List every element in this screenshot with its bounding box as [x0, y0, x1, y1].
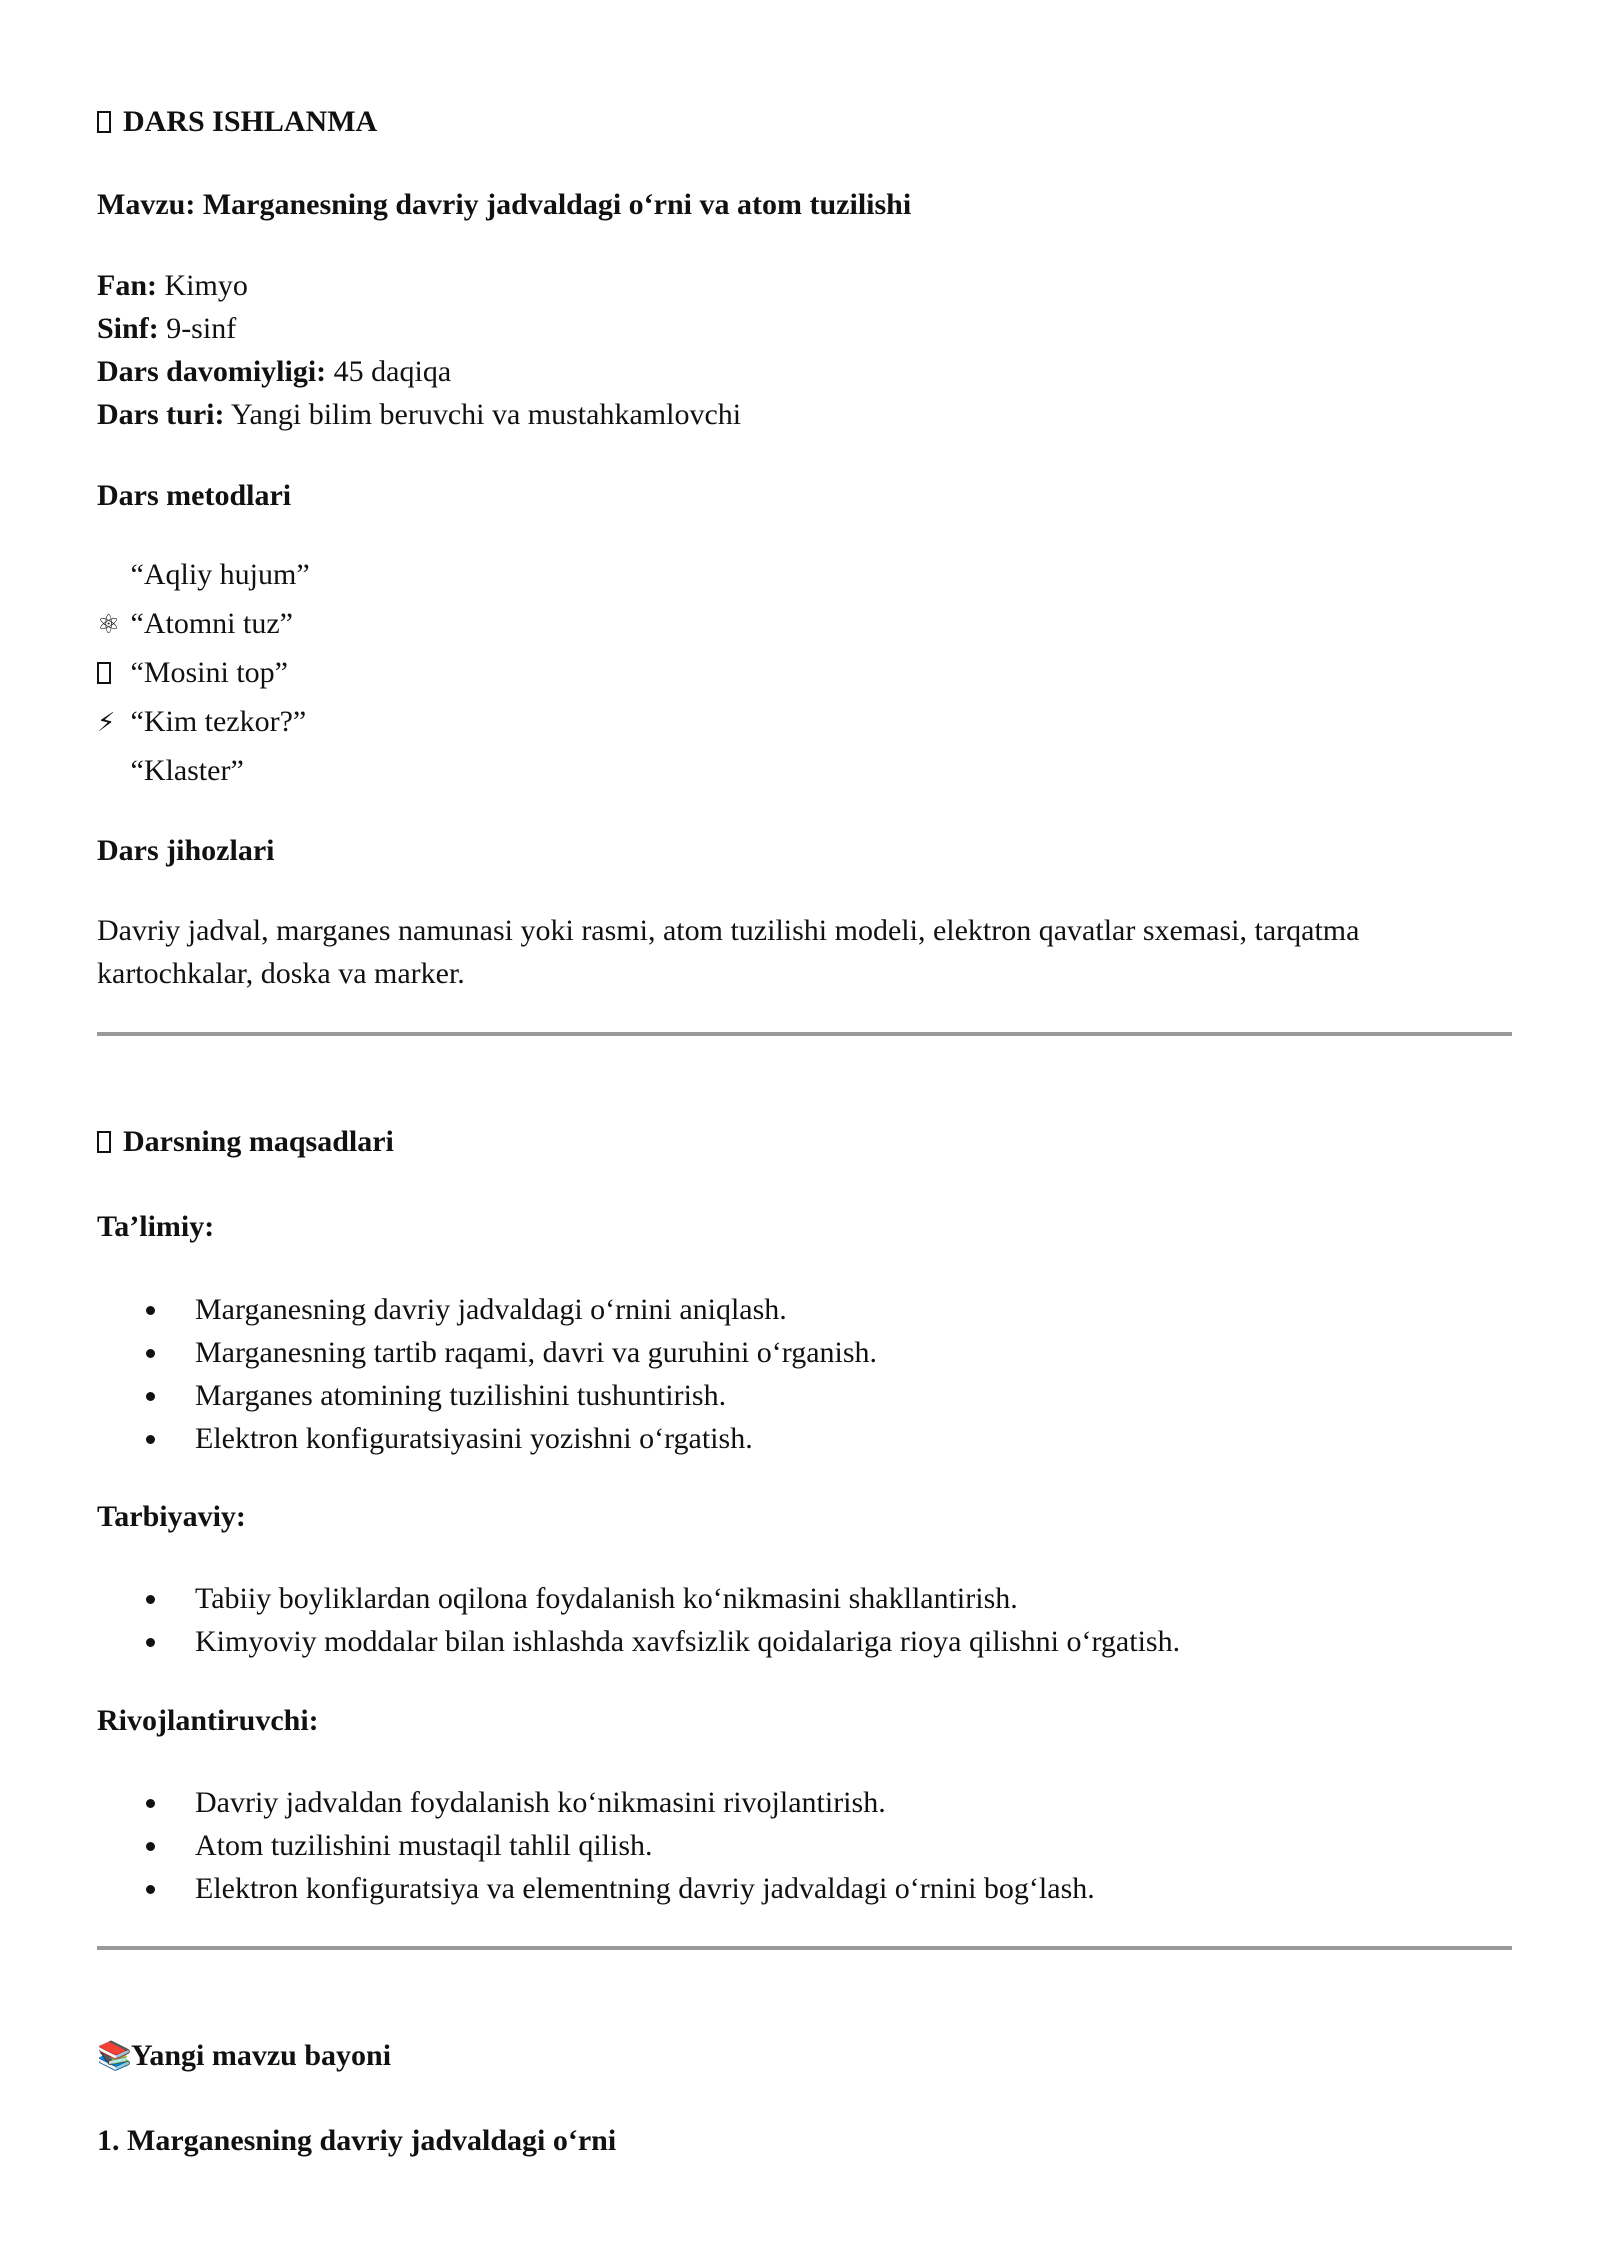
list-item: Marganesning davriy jadvaldagi o‘rnini aniqlash.	[97, 1288, 877, 1331]
topic-line	[97, 183, 911, 226]
atom-icon: ⚛	[97, 610, 121, 640]
educational-list	[97, 1288, 877, 1460]
info-subject	[97, 264, 248, 307]
developmental-heading: Rivojlantiruvchi:	[97, 1704, 319, 1737]
list-item: Tabiiy boyliklardan oqilona foydalanish ko‘nikmasini shakllantirish.	[97, 1577, 1180, 1620]
lightning-icon: ⚡	[97, 708, 116, 738]
equipment-text: Davriy jadval, marganes namunasi yoki rasmi, atom tuzilishi modeli, elektron qavatlar sxemasi, tarqatma kartochkalar, doska va marker.	[97, 914, 1360, 990]
list-item: Atom tuzilishini mustaqil tahlil qilish.	[97, 1824, 1095, 1867]
info-label: Fan:	[97, 269, 157, 302]
list-item: Davriy jadvaldan foydalanish ko‘nikmasini rivojlantirish.	[97, 1781, 1095, 1824]
upbringing-list	[97, 1577, 1180, 1663]
divider	[97, 1032, 1512, 1036]
info-value: Kimyo	[164, 269, 248, 302]
method-item: “Mosini top”	[97, 651, 310, 700]
list-item: Elektron konfiguratsiya va elementning davriy jadvaldagi o‘rnini bog‘lash.	[97, 1867, 1095, 1910]
divider	[97, 1946, 1512, 1950]
missing-glyph-icon	[97, 111, 111, 133]
info-value: 45 daqiqa	[333, 355, 452, 388]
list-item: Elektron konfiguratsiyasini yozishni o‘rgatish.	[97, 1417, 877, 1460]
methods-list	[97, 553, 310, 798]
method-item: “Klaster”	[130, 754, 244, 787]
method-item: “Aqliy hujum”	[130, 558, 310, 591]
books-icon: 📚	[97, 2039, 132, 2072]
educational-heading: Ta’limiy:	[97, 1210, 215, 1243]
info-label: Sinf:	[97, 312, 159, 345]
method-item: ⚛ “Atomni tuz”	[97, 602, 310, 651]
equipment-heading: Dars jihozlari	[97, 834, 275, 867]
info-label: Dars davomiyligi:	[97, 355, 327, 388]
upbringing-heading: Tarbiyaviy:	[97, 1500, 246, 1533]
list-item: Marganesning tartib raqami, davri va guruhini o‘rganish.	[97, 1331, 877, 1374]
developmental-list	[97, 1781, 1095, 1910]
info-lesson-type	[97, 393, 741, 436]
list-item: Marganes atomining tuzilishini tushuntirish.	[97, 1374, 877, 1417]
new-topic-heading: 📚Yangi mavzu bayoni	[97, 2034, 391, 2077]
missing-glyph-icon	[97, 1131, 111, 1153]
info-duration	[97, 350, 451, 393]
document-title: DARS ISHLANMA	[97, 100, 377, 143]
method-item: ⚡ “Kim tezkor?”	[97, 700, 310, 749]
info-value: Yangi bilim beruvchi va mustahkamlovchi	[230, 398, 742, 431]
methods-heading: Dars metodlari	[97, 479, 292, 512]
info-value: 9-sinf	[166, 312, 237, 345]
missing-glyph-icon	[97, 653, 123, 696]
list-item: Kimyoviy moddalar bilan ishlashda xavfsizlik qoidalariga rioya qilishni o‘rgatish.	[97, 1620, 1180, 1663]
goals-heading: Darsning maqsadlari	[97, 1120, 394, 1163]
topic-label: Mavzu:	[97, 188, 196, 221]
topic-value: Marganesning davriy jadvaldagi o‘rni va atom tuzilishi	[202, 188, 912, 221]
info-label: Dars turi:	[97, 398, 225, 431]
new-topic-subheading: 1. Marganesning davriy jadvaldagi o‘rni	[97, 2124, 617, 2157]
info-grade	[97, 307, 236, 350]
